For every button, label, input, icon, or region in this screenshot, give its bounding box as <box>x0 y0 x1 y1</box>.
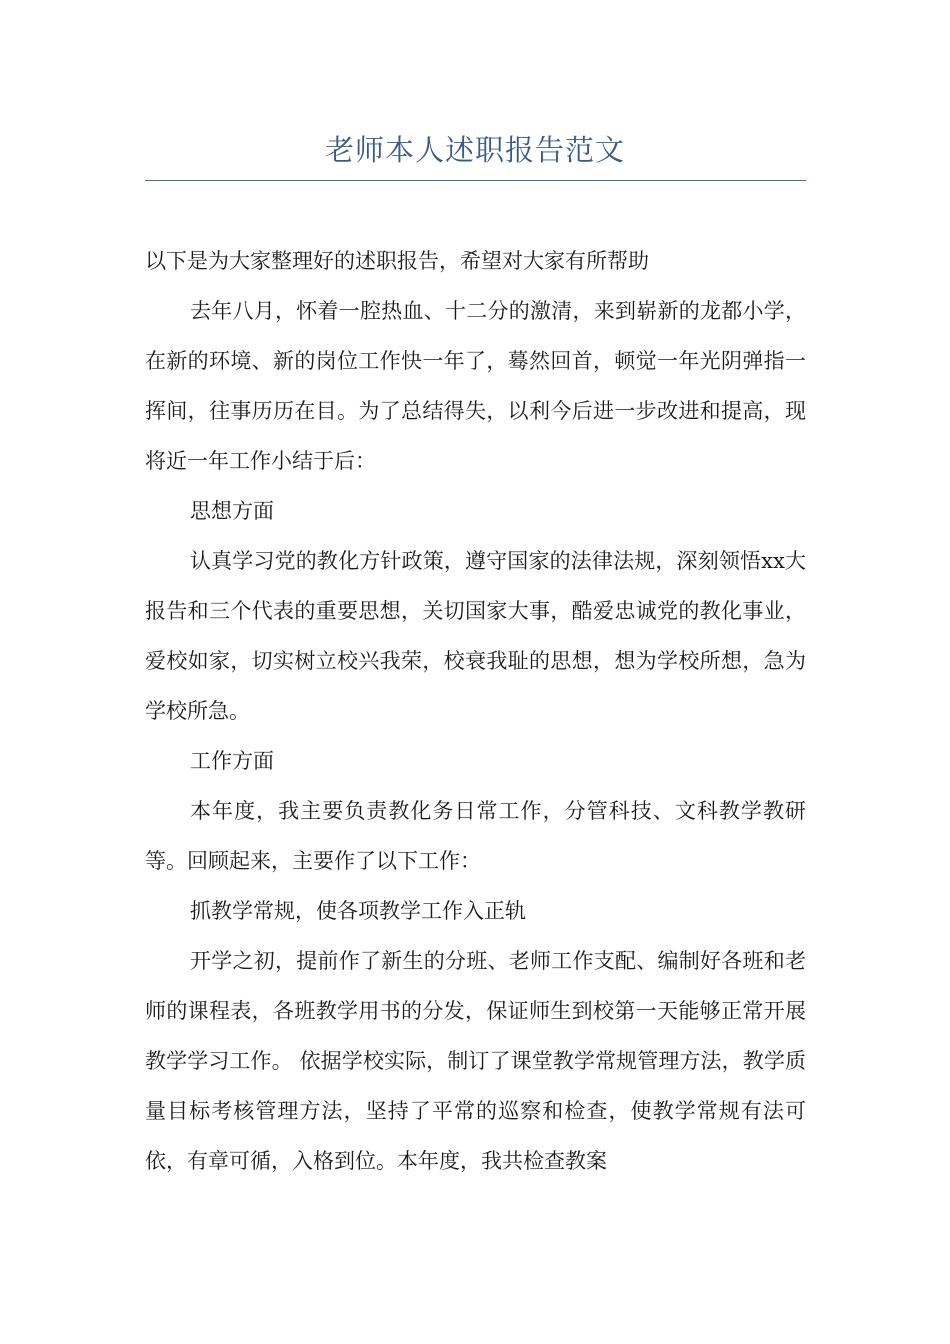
section-heading-thought: 思想方面 <box>190 499 274 523</box>
title-underline <box>145 180 806 181</box>
body-paragraph: 去年八月，怀着一腔热血、十二分的激清，来到崭新的龙都小学，在新的环境、新的岗位工作快一年了，蓦然回首，顿觉一年光阴弹指一挥间，往事历历在目。为了总结得失，以利今后进一步改进和提高，现将近一年工作小结于后： <box>145 299 806 473</box>
subsection-heading: 抓教学常规，使各项教学工作入正轨 <box>190 899 526 923</box>
body-paragraph: 开学之初，提前作了新生的分班、老师工作支配、编制好各班和老师的课程表，各班教学用书的分发，保证师生到校第一天能够正常开展教学学习工作。 依据学校实际，制订了课堂教学常规管理方法，教学质量目标考核管理方法，坚持了平常的巡察和检查，使教学常规有法可依，有章可循，入格到位。本年度，我共检查教案 <box>145 949 806 1173</box>
body-paragraph: 认真学习党的教化方针政策，遵守国家的法律法规，深刻领悟xx大报告和三个代表的重要思想，关切国家大事，酷爱忠诚党的教化事业，爱校如家，切实树立校兴我荣，校衰我耻的思想，想为学校所想，急为学校所急。 <box>145 549 806 723</box>
intro-paragraph: 以下是为大家整理好的述职报告，希望对大家有所帮助 <box>145 249 649 273</box>
body-paragraph: 本年度，我主要负责教化务日常工作，分管科技、文科教学教研等。回顾起来，主要作了以下工作： <box>145 799 806 873</box>
document-body <box>145 236 806 1186</box>
section-heading-work: 工作方面 <box>190 749 274 773</box>
document-title: 老师本人述职报告范文 <box>324 133 625 167</box>
